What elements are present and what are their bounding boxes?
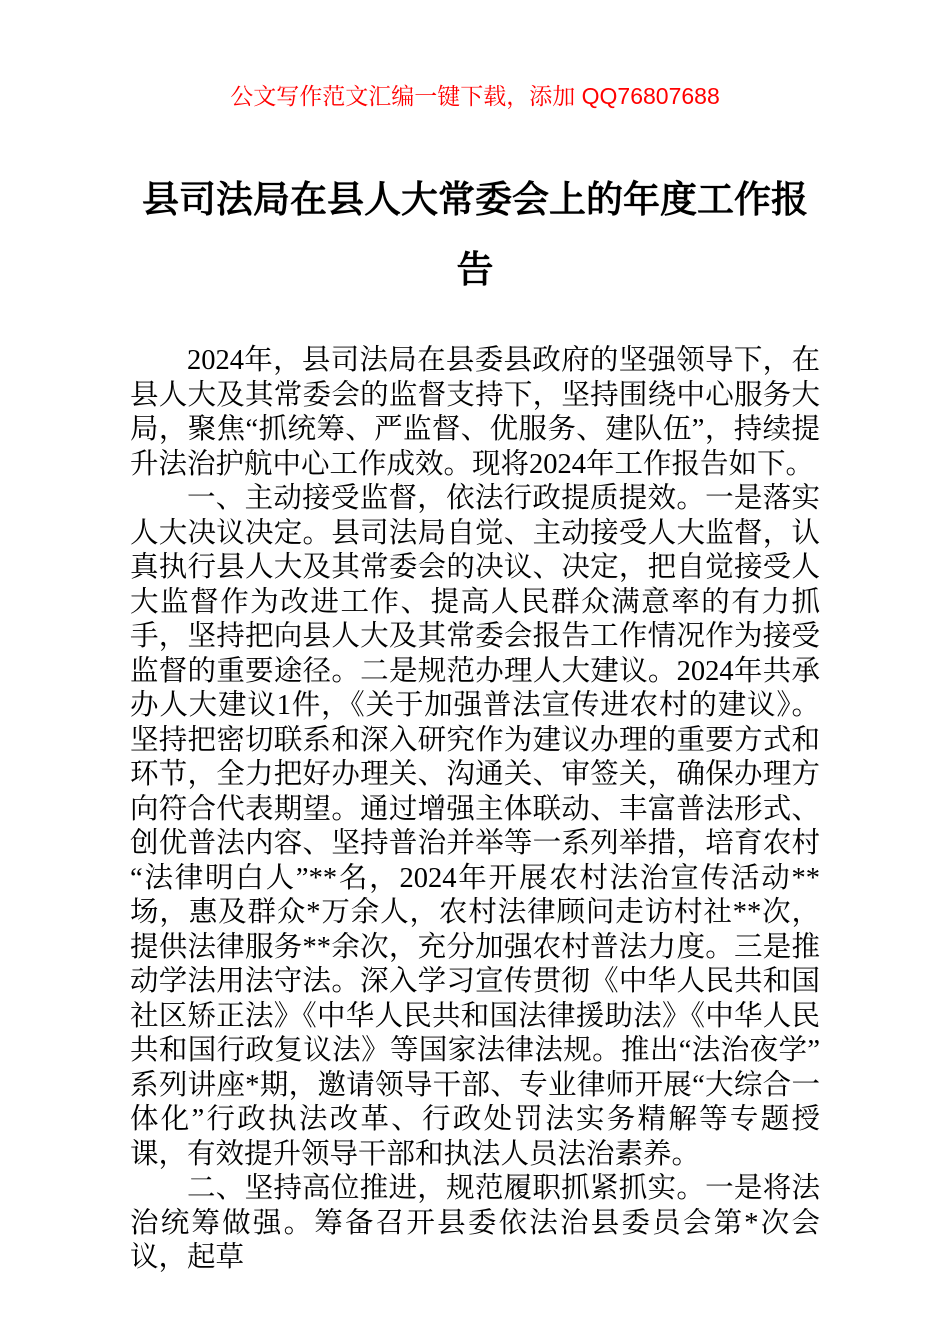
paragraph-intro: 2024年，县司法局在县委县政府的坚强领导下，在县人大及其常委会的监督支持下，坚持围绕中心服务大局，聚焦“抓统筹、严监督、优服务、建队伍”，持续提升法治护航中心工作成效。现将2024年工作报告如下。 — [130, 345, 820, 480]
promo-banner: 公文写作范文汇编一键下载，添加 QQ76807688 — [230, 83, 720, 109]
document-title: 县司法局在县人大常委会上的年度工作报告 — [142, 180, 808, 291]
paragraph-section-1: 一、主动接受监督，依法行政提质提效。一是落实人大决议决定。县司法局自觉、主动接受人大监督，认真执行县人大及其常委会的决议、决定，把自觉接受人大监督作为改进工作、提高人民群众满意率的有力抓手，坚持把向县人大及其常委会报告工作情况作为接受监督的重要途径。二是规范办理人大建议。2024年共承办人大建议1件，《关于加强普法宣传进农村的建议》。坚持把密切联系和深入研究作为建议办理的重要方式和环节，全力把好办理关、沟通关、审签关，确保办理方向符合代表期望。通过增强主体联动、丰富普法形式、创优普法内容、坚持普治并举等一系列举措，培育农村“法律明白人”**名，2024年开展农村法治宣传活动**场，惠及群众*万余人，农村法律顾问走访村社**次，提供法律服务**余次，充分加强农村普法力度。三是推动学法用法守法。深入学习宣传贯彻《中华人民共和国社区矫正法》《中华人民共和国法律援助法》《中华人民共和国行政复议法》等国家法律法规。推出“法治夜学”系列讲座*期，邀请领导干部、专业律师开展“大综合一体化”行政执法改革、行政处罚法实务精解等专题授课，有效提升领导干部和执法人员法治素养。 — [130, 483, 820, 1170]
document-body — [130, 344, 820, 1276]
paragraph-section-2: 二、坚持高位推进，规范履职抓紧抓实。一是将法治统筹做强。筹备召开县委依法治县委员会第*次会议，起草 — [130, 1173, 820, 1273]
